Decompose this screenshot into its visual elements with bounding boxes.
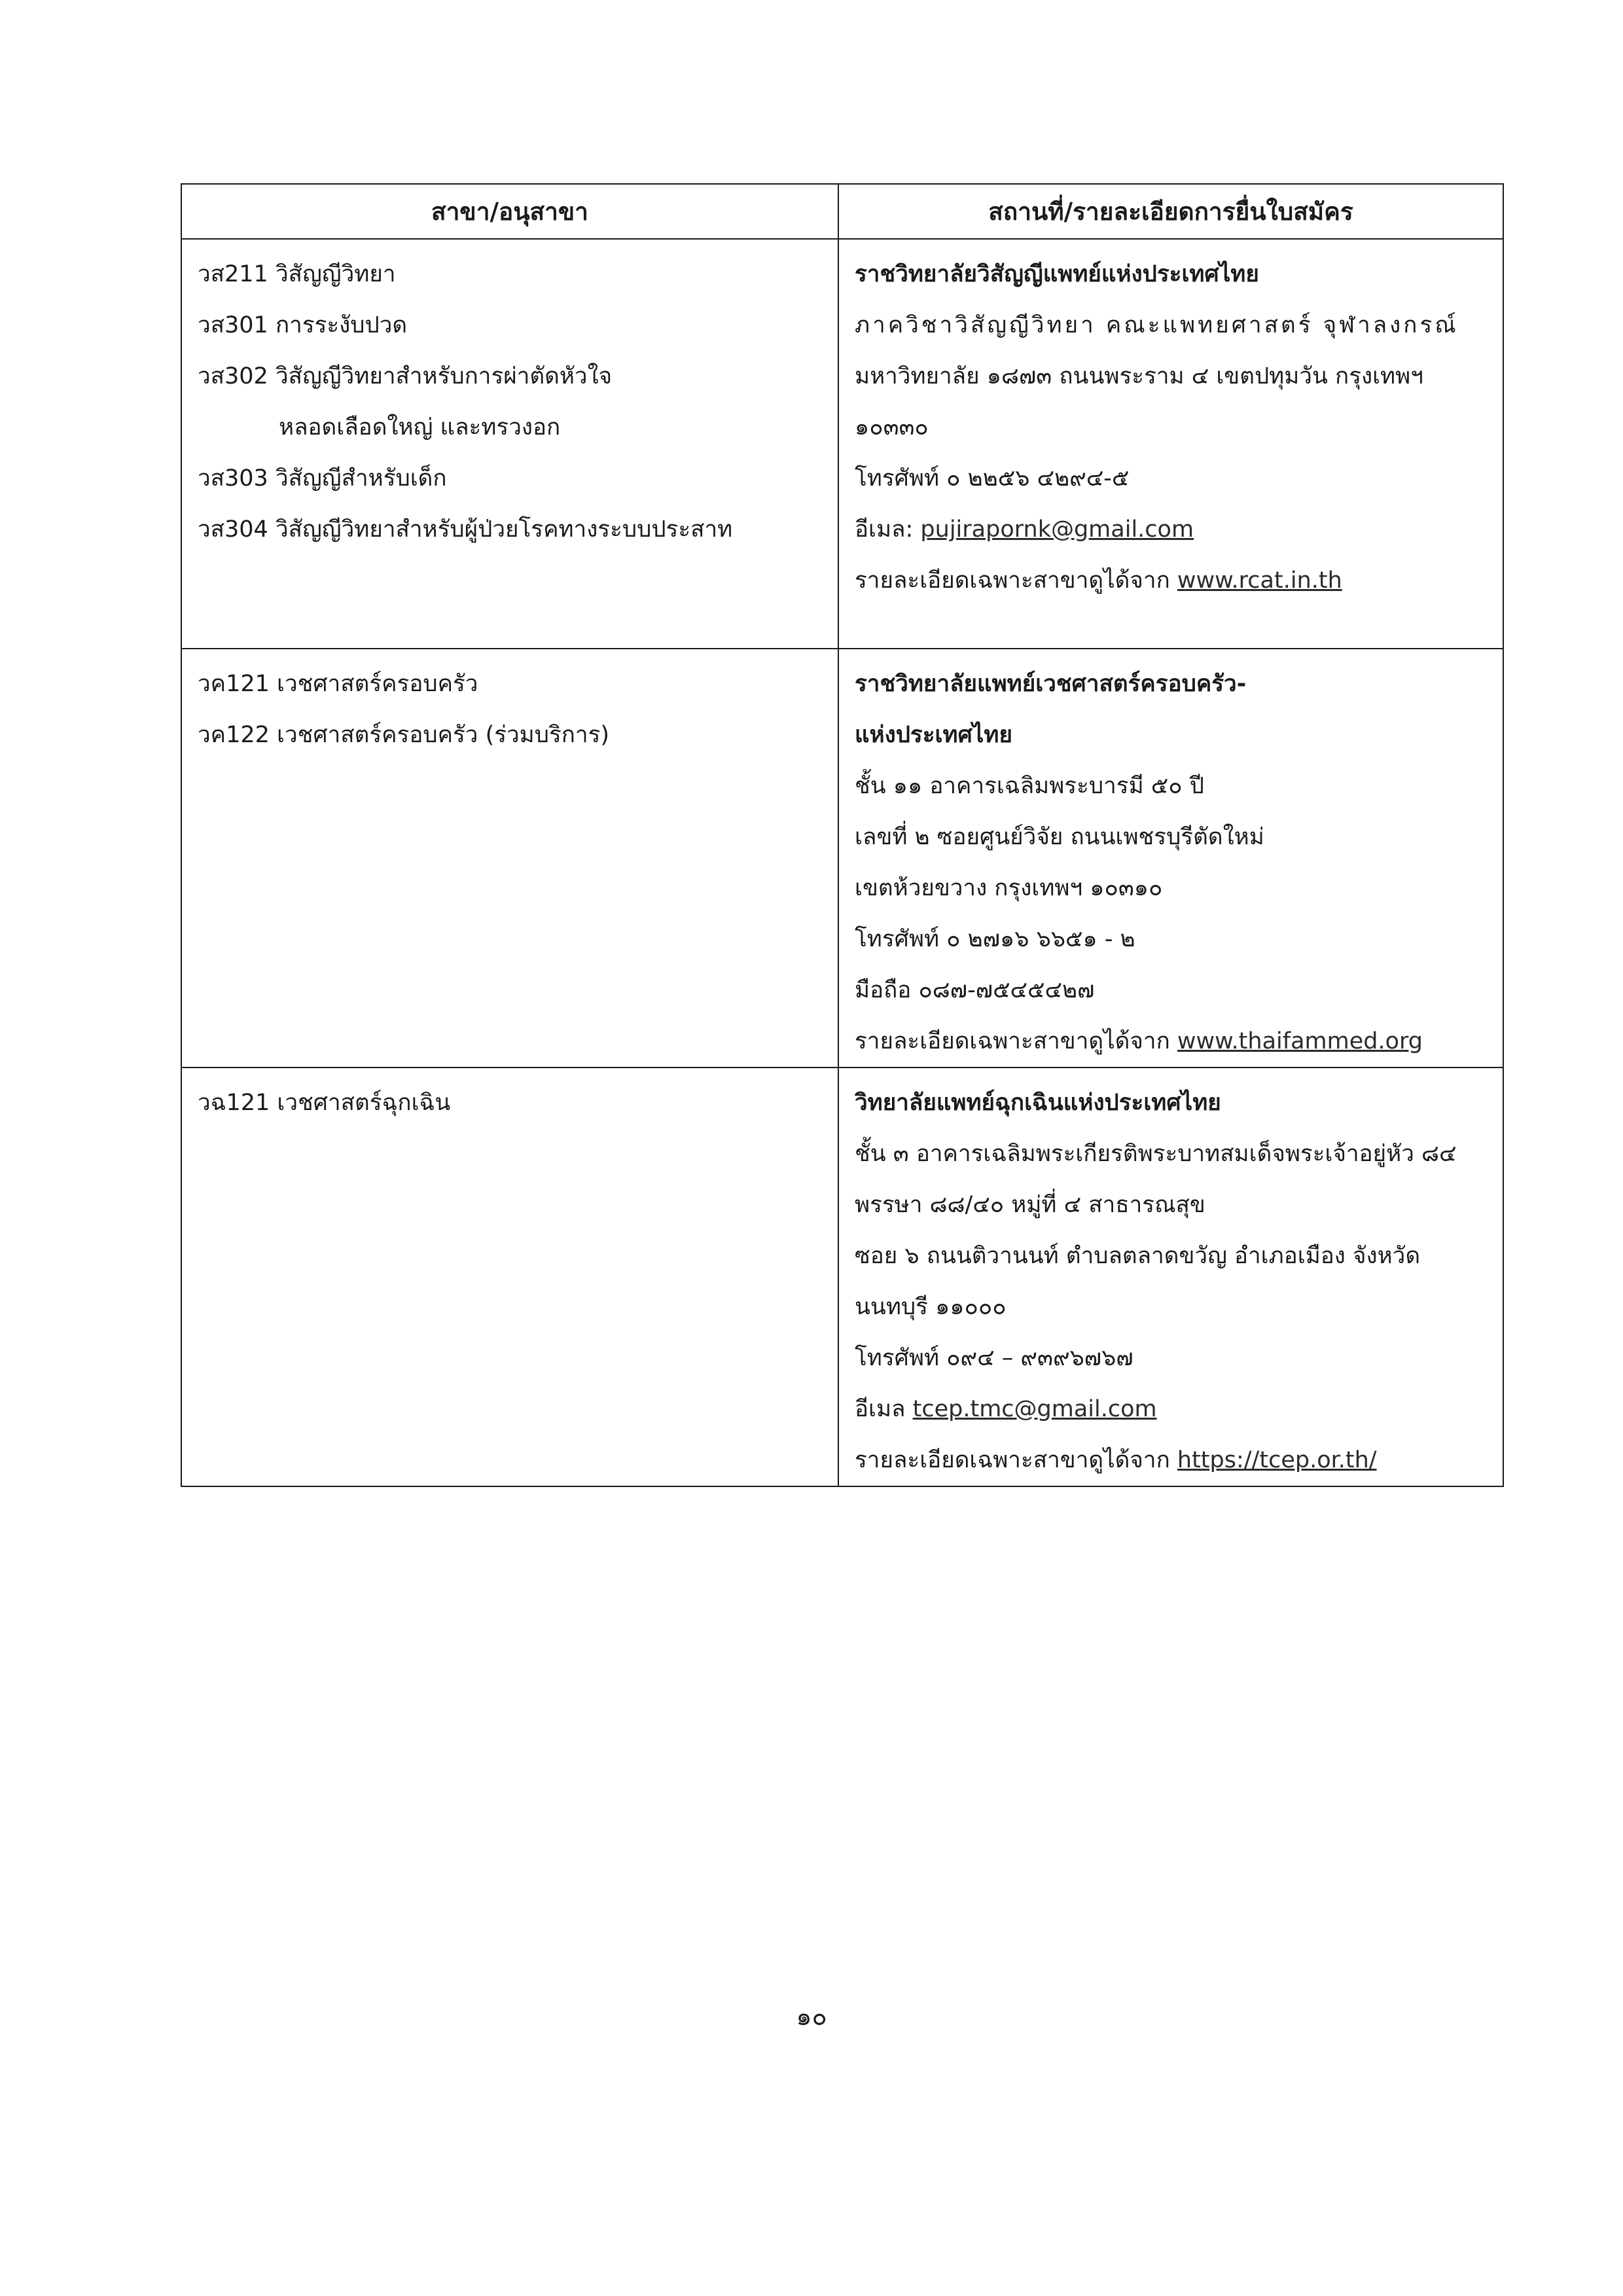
address-line: ชั้น ๓ อาคารเฉลิมพระเกียรติพระบาทสมเด็จพระเจ้าอยู่หัว ๘๔ — [855, 1141, 1457, 1167]
mobile-line — [855, 965, 1491, 1016]
phone-label: โทรศัพท์ — [855, 465, 947, 492]
details-label: รายละเอียดเฉพาะสาขาดูได้จาก — [855, 1447, 1177, 1473]
branch-cell — [181, 239, 838, 649]
address-line: นนทบุรี ๑๑๐๐๐ — [855, 1294, 1007, 1320]
details-line — [855, 555, 1491, 606]
location-cell — [838, 239, 1503, 649]
phone-line — [855, 453, 1491, 504]
table-header-row — [181, 184, 1503, 239]
branch-item: วส302 วิสัญญีวิทยาสำหรับการผ่าตัดหัวใจ — [198, 363, 613, 389]
application-details-table — [181, 183, 1504, 1487]
details-line — [855, 1016, 1491, 1067]
address-line: ภาควิชาวิสัญญีวิทยา คณะแพทยศาสตร์ จุฬาลงกรณ์ — [855, 312, 1459, 338]
branch-item: วส211 วิสัญญีวิทยา — [198, 261, 396, 287]
branch-item: วส303 วิสัญญีสำหรับเด็ก — [198, 465, 447, 492]
table-row — [181, 1067, 1503, 1486]
institution-name-continuation: แห่งประเทศไทย — [855, 722, 1012, 748]
phone-line — [855, 914, 1491, 965]
phone-number: ๐๙๔ – ๙๓๙๖๗๖๗ — [946, 1345, 1133, 1371]
branch-item: วส301 การระงับปวด — [198, 312, 408, 338]
column-header-location: สถานที่/รายละเอียดการยื่นใบสมัคร — [838, 184, 1503, 239]
phone-label: โทรศัพท์ — [855, 1345, 947, 1371]
details-label: รายละเอียดเฉพาะสาขาดูได้จาก — [855, 1028, 1177, 1054]
branch-item: วฉ121 เวชศาสตร์ฉุกเฉิน — [198, 1090, 451, 1116]
branch-cell — [181, 649, 838, 1067]
branch-cell — [181, 1067, 838, 1486]
page-number: ๑๐ — [796, 2002, 827, 2031]
phone-number: ๐ ๒๗๑๖ ๖๖๕๑ - ๒ — [946, 926, 1135, 952]
phone-line — [855, 1333, 1491, 1384]
institution-name: ราชวิทยาลัยแพทย์เวชศาสตร์ครอบครัว- — [855, 671, 1247, 697]
mobile-label: มือถือ — [855, 977, 919, 1003]
address-line: มหาวิทยาลัย ๑๘๗๓ ถนนพระราม ๔ เขตปทุมวัน กรุงเทพฯ — [855, 363, 1423, 389]
email-line — [855, 504, 1491, 555]
address-line: พรรษา ๘๘/๔๐ หมู่ที่ ๔ สาธารณสุข — [855, 1192, 1205, 1218]
mobile-number: ๐๘๗-๗๕๔๕๔๒๗ — [918, 977, 1095, 1003]
email-link[interactable]: pujirapornk@gmail.com — [920, 516, 1194, 543]
table-row — [181, 239, 1503, 649]
address-line: ซอย ๖ ถนนติวานนท์ ตำบลตลาดขวัญ อำเภอเมือง จังหวัด — [855, 1243, 1421, 1269]
institution-name: ราชวิทยาลัยวิสัญญีแพทย์แห่งประเทศไทย — [855, 261, 1259, 287]
phone-label: โทรศัพท์ — [855, 926, 947, 952]
address-line: เขตห้วยขวาง กรุงเทพฯ ๑๐๓๑๐ — [855, 875, 1163, 901]
address-line: ชั้น ๑๑ อาคารเฉลิมพระบารมี ๕๐ ปี — [855, 773, 1204, 799]
location-cell — [838, 1067, 1503, 1486]
website-link[interactable]: https://tcep.or.th/ — [1177, 1447, 1377, 1473]
details-label: รายละเอียดเฉพาะสาขาดูได้จาก — [855, 567, 1177, 594]
address-line: เลขที่ ๒ ซอยศูนย์วิจัย ถนนเพชรบุรีตัดใหม่ — [855, 824, 1264, 850]
email-label: อีเมล — [855, 1396, 913, 1422]
email-label: อีเมล: — [855, 516, 921, 543]
table-row — [181, 649, 1503, 1067]
branch-item: วส304 วิสัญญีวิทยาสำหรับผู้ป่วยโรคทางระบบประสาท — [198, 516, 733, 543]
website-link[interactable]: www.thaifammed.org — [1177, 1028, 1423, 1054]
column-header-branch: สาขา/อนุสาขา — [181, 184, 838, 239]
branch-item-continuation: หลอดเลือดใหญ่ และทรวงอก — [279, 414, 561, 440]
details-line — [855, 1435, 1491, 1486]
location-cell — [838, 649, 1503, 1067]
branch-item: วค121 เวชศาสตร์ครอบครัว — [198, 671, 478, 697]
website-link[interactable]: www.rcat.in.th — [1177, 567, 1342, 594]
address-line: ๑๐๓๓๐ — [855, 414, 929, 440]
institution-name: วิทยาลัยแพทย์ฉุกเฉินแห่งประเทศไทย — [855, 1090, 1221, 1116]
branch-item: วค122 เวชศาสตร์ครอบครัว (ร่วมบริการ) — [198, 722, 610, 748]
email-link[interactable]: tcep.tmc@gmail.com — [912, 1396, 1157, 1422]
email-line — [855, 1384, 1491, 1435]
phone-number: ๐ ๒๒๕๖ ๔๒๙๔-๕ — [946, 465, 1130, 492]
